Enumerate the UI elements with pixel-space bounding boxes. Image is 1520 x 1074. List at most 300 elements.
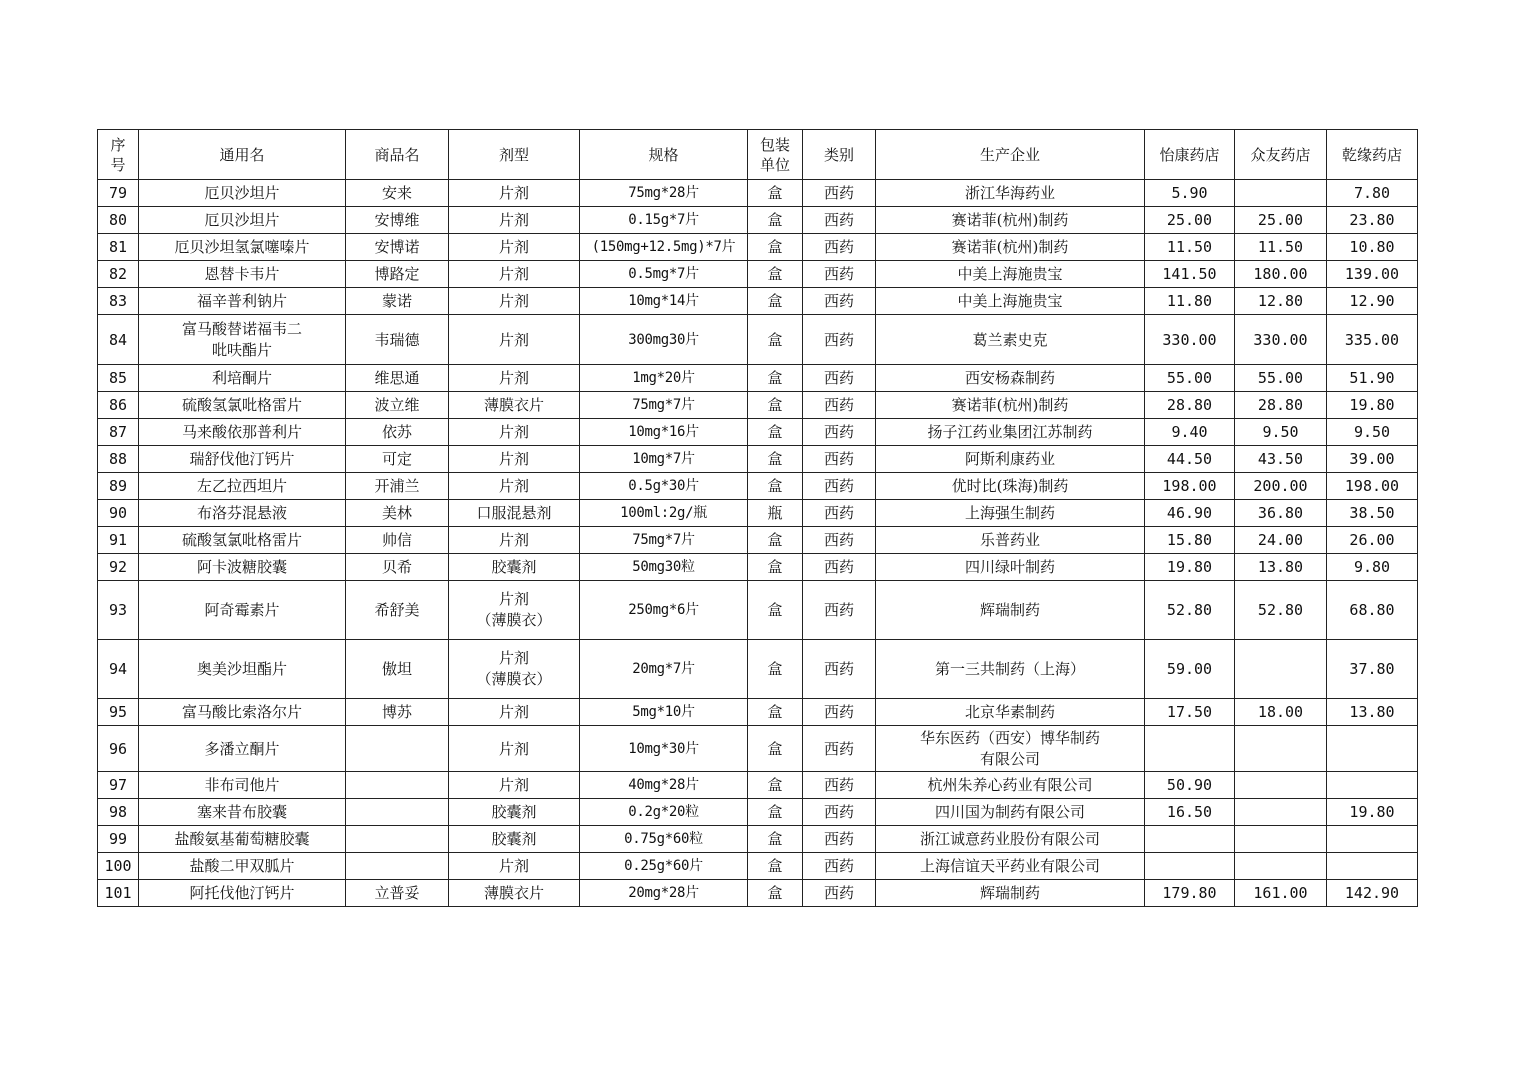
cell-price-zhongyou xyxy=(1235,640,1327,699)
cell-price-yikang xyxy=(1145,853,1235,880)
table-row xyxy=(98,261,1418,288)
cell-generic-name-line: 布洛芬混悬液 xyxy=(196,504,287,522)
cell-pack-unit: 盒 xyxy=(748,799,803,826)
cell-manufacturer-line: 辉瑞制药 xyxy=(979,601,1040,619)
cell-generic-name xyxy=(139,207,346,234)
cell-pack-unit: 盒 xyxy=(748,880,803,907)
cell-dosage-form-line: （薄膜衣） xyxy=(476,670,552,688)
cell-dosage-form xyxy=(449,392,580,419)
cell-manufacturer-line: 上海强生制药 xyxy=(964,504,1055,522)
cell-manufacturer xyxy=(876,473,1145,500)
cell-manufacturer-line: 中美上海施贵宝 xyxy=(957,292,1063,310)
table-row xyxy=(98,581,1418,640)
table-row xyxy=(98,554,1418,581)
cell-manufacturer-line: 扬子江药业集团江苏制药 xyxy=(927,423,1093,441)
cell-price-yikang xyxy=(1145,826,1235,853)
cell-generic-name-line: 左乙拉西坦片 xyxy=(196,477,287,495)
cell-trade-name xyxy=(346,799,449,826)
cell-trade-name xyxy=(346,772,449,799)
cell-generic-name xyxy=(139,554,346,581)
cell-price-yikang xyxy=(1145,726,1235,772)
cell-trade-name: 美林 xyxy=(346,500,449,527)
cell-seq: 92 xyxy=(98,554,139,581)
cell-generic-name-line: 硫酸氢氯吡格雷片 xyxy=(181,396,302,414)
table-row xyxy=(98,799,1418,826)
cell-generic-name-line: 福辛普利钠片 xyxy=(196,292,287,310)
cell-price-qianyuan: 335.00 xyxy=(1327,315,1418,365)
table-row xyxy=(98,699,1418,726)
cell-category: 西药 xyxy=(803,500,876,527)
cell-trade-name: 开浦兰 xyxy=(346,473,449,500)
cell-manufacturer xyxy=(876,207,1145,234)
cell-pack-unit: 盒 xyxy=(748,234,803,261)
cell-dosage-form xyxy=(449,288,580,315)
cell-price-yikang: 50.90 xyxy=(1145,772,1235,799)
cell-seq: 99 xyxy=(98,826,139,853)
cell-dosage-form xyxy=(449,419,580,446)
cell-trade-name: 帅信 xyxy=(346,527,449,554)
cell-price-zhongyou: 55.00 xyxy=(1235,365,1327,392)
table-row xyxy=(98,527,1418,554)
cell-dosage-form-line: 片剂 xyxy=(498,649,529,667)
cell-manufacturer-line: 浙江诚意药业股份有限公司 xyxy=(919,830,1100,848)
cell-seq: 100 xyxy=(98,853,139,880)
cell-dosage-form-line: 片剂 xyxy=(498,211,529,229)
cell-price-yikang: 11.50 xyxy=(1145,234,1235,261)
cell-price-yikang: 141.50 xyxy=(1145,261,1235,288)
cell-category: 西药 xyxy=(803,419,876,446)
cell-price-qianyuan: 68.80 xyxy=(1327,581,1418,640)
header-pack-unit-line1: 包装 xyxy=(759,135,790,154)
cell-price-zhongyou: 43.50 xyxy=(1235,446,1327,473)
cell-manufacturer-line: 西安杨森制药 xyxy=(964,369,1055,387)
cell-manufacturer-line: 乐普药业 xyxy=(979,531,1040,549)
cell-dosage-form xyxy=(449,446,580,473)
cell-price-zhongyou xyxy=(1235,853,1327,880)
cell-price-qianyuan xyxy=(1327,853,1418,880)
cell-price-zhongyou xyxy=(1235,799,1327,826)
cell-dosage-form-line: 片剂 xyxy=(498,590,529,608)
cell-price-qianyuan xyxy=(1327,826,1418,853)
cell-generic-name-line: 非布司他片 xyxy=(204,776,280,794)
cell-generic-name-line: 盐酸氨基葡萄糖胶囊 xyxy=(174,830,310,848)
cell-seq: 86 xyxy=(98,392,139,419)
cell-pack-unit: 盒 xyxy=(748,853,803,880)
cell-dosage-form xyxy=(449,853,580,880)
cell-pack-unit: 盒 xyxy=(748,473,803,500)
cell-price-zhongyou xyxy=(1235,180,1327,207)
cell-generic-name xyxy=(139,392,346,419)
cell-trade-name: 蒙诺 xyxy=(346,288,449,315)
cell-dosage-form-line: 片剂 xyxy=(498,369,529,387)
header-trade-name: 商品名 xyxy=(346,130,449,180)
cell-manufacturer xyxy=(876,315,1145,365)
cell-price-yikang: 5.90 xyxy=(1145,180,1235,207)
cell-category: 西药 xyxy=(803,726,876,772)
cell-seq: 87 xyxy=(98,419,139,446)
cell-dosage-form xyxy=(449,261,580,288)
table-row xyxy=(98,726,1418,772)
cell-dosage-form-line: 片剂 xyxy=(498,703,529,721)
cell-price-zhongyou: 28.80 xyxy=(1235,392,1327,419)
cell-generic-name-line: 盐酸二甲双胍片 xyxy=(189,857,295,875)
cell-category: 西药 xyxy=(803,880,876,907)
table-row xyxy=(98,853,1418,880)
cell-pack-unit: 瓶 xyxy=(748,500,803,527)
cell-trade-name: 傲坦 xyxy=(346,640,449,699)
cell-generic-name-line: 富马酸比索洛尔片 xyxy=(181,703,302,721)
cell-generic-name-line: 塞来昔布胶囊 xyxy=(196,803,287,821)
cell-pack-unit: 盒 xyxy=(748,772,803,799)
header-category: 类别 xyxy=(803,130,876,180)
cell-generic-name-line: 厄贝沙坦氢氯噻嗪片 xyxy=(174,238,310,256)
cell-seq: 95 xyxy=(98,699,139,726)
cell-category: 西药 xyxy=(803,315,876,365)
cell-generic-name xyxy=(139,880,346,907)
cell-category: 西药 xyxy=(803,207,876,234)
cell-price-yikang: 330.00 xyxy=(1145,315,1235,365)
table-row xyxy=(98,446,1418,473)
cell-dosage-form xyxy=(449,527,580,554)
cell-dosage-form xyxy=(449,234,580,261)
cell-spec: 250mg*6片 xyxy=(580,581,748,640)
cell-pack-unit: 盒 xyxy=(748,826,803,853)
cell-pack-unit: 盒 xyxy=(748,581,803,640)
cell-manufacturer-line: 赛诺菲(杭州)制药 xyxy=(951,396,1069,414)
cell-dosage-form-line: 片剂 xyxy=(498,292,529,310)
cell-manufacturer-line: 四川绿叶制药 xyxy=(964,558,1055,576)
cell-spec: 0.5g*30片 xyxy=(580,473,748,500)
cell-trade-name: 安博维 xyxy=(346,207,449,234)
header-seq-line2: 号 xyxy=(110,155,126,174)
cell-manufacturer-line: 有限公司 xyxy=(979,749,1040,768)
cell-pack-unit: 盒 xyxy=(748,446,803,473)
cell-generic-name xyxy=(139,726,346,772)
cell-seq: 88 xyxy=(98,446,139,473)
cell-price-qianyuan xyxy=(1327,772,1418,799)
cell-dosage-form-line: 薄膜衣片 xyxy=(483,396,544,414)
cell-category: 西药 xyxy=(803,640,876,699)
cell-pack-unit: 盒 xyxy=(748,554,803,581)
cell-price-zhongyou: 330.00 xyxy=(1235,315,1327,365)
cell-dosage-form xyxy=(449,315,580,365)
cell-seq: 81 xyxy=(98,234,139,261)
cell-pack-unit: 盒 xyxy=(748,392,803,419)
cell-price-qianyuan: 7.80 xyxy=(1327,180,1418,207)
cell-category: 西药 xyxy=(803,853,876,880)
cell-pack-unit: 盒 xyxy=(748,527,803,554)
cell-seq: 83 xyxy=(98,288,139,315)
cell-category: 西药 xyxy=(803,365,876,392)
header-pack-unit xyxy=(748,130,803,180)
cell-dosage-form-line: 片剂 xyxy=(498,238,529,256)
cell-generic-name xyxy=(139,234,346,261)
cell-price-zhongyou: 180.00 xyxy=(1235,261,1327,288)
cell-generic-name-line: 厄贝沙坦片 xyxy=(204,211,280,229)
cell-manufacturer-line: 赛诺菲(杭州)制药 xyxy=(951,211,1069,229)
cell-generic-name xyxy=(139,419,346,446)
cell-generic-name xyxy=(139,180,346,207)
cell-dosage-form-line: 片剂 xyxy=(498,739,529,758)
cell-dosage-form xyxy=(449,180,580,207)
header-manufacturer: 生产企业 xyxy=(876,130,1145,180)
cell-pack-unit: 盒 xyxy=(748,261,803,288)
cell-price-qianyuan: 39.00 xyxy=(1327,446,1418,473)
cell-manufacturer-line: 中美上海施贵宝 xyxy=(957,265,1063,283)
cell-price-zhongyou: 25.00 xyxy=(1235,207,1327,234)
cell-dosage-form xyxy=(449,473,580,500)
header-spec: 规格 xyxy=(580,130,748,180)
cell-price-yikang: 59.00 xyxy=(1145,640,1235,699)
table-row xyxy=(98,826,1418,853)
cell-manufacturer xyxy=(876,726,1145,772)
cell-pack-unit: 盒 xyxy=(748,315,803,365)
cell-manufacturer xyxy=(876,853,1145,880)
cell-category: 西药 xyxy=(803,554,876,581)
cell-generic-name xyxy=(139,772,346,799)
cell-trade-name xyxy=(346,726,449,772)
cell-price-zhongyou: 161.00 xyxy=(1235,880,1327,907)
cell-spec: 0.25g*60片 xyxy=(580,853,748,880)
cell-dosage-form-line: 胶囊剂 xyxy=(491,558,537,576)
cell-price-qianyuan: 142.90 xyxy=(1327,880,1418,907)
cell-dosage-form xyxy=(449,772,580,799)
cell-price-qianyuan: 198.00 xyxy=(1327,473,1418,500)
cell-price-qianyuan: 139.00 xyxy=(1327,261,1418,288)
cell-generic-name xyxy=(139,799,346,826)
cell-manufacturer-line: 杭州朱养心药业有限公司 xyxy=(927,776,1093,794)
cell-seq: 90 xyxy=(98,500,139,527)
cell-manufacturer xyxy=(876,392,1145,419)
cell-spec: 75mg*28片 xyxy=(580,180,748,207)
cell-generic-name-line: 富马酸替诺福韦二 xyxy=(181,319,302,338)
cell-dosage-form-line: （薄膜衣） xyxy=(476,611,552,629)
cell-dosage-form-line: 片剂 xyxy=(498,477,529,495)
cell-dosage-form xyxy=(449,207,580,234)
cell-trade-name: 博苏 xyxy=(346,699,449,726)
header-row xyxy=(98,130,1418,180)
cell-dosage-form-line: 薄膜衣片 xyxy=(483,884,544,902)
cell-manufacturer xyxy=(876,699,1145,726)
cell-price-yikang: 198.00 xyxy=(1145,473,1235,500)
cell-spec: 5mg*10片 xyxy=(580,699,748,726)
cell-price-zhongyou xyxy=(1235,772,1327,799)
cell-seq: 94 xyxy=(98,640,139,699)
cell-dosage-form-line: 片剂 xyxy=(498,423,529,441)
cell-trade-name: 立普妥 xyxy=(346,880,449,907)
cell-trade-name: 博路定 xyxy=(346,261,449,288)
cell-spec: 10mg*30片 xyxy=(580,726,748,772)
cell-dosage-form xyxy=(449,799,580,826)
table-row xyxy=(98,772,1418,799)
table-row xyxy=(98,500,1418,527)
cell-manufacturer xyxy=(876,365,1145,392)
cell-generic-name-line: 多潘立酮片 xyxy=(204,739,280,758)
cell-spec: 10mg*16片 xyxy=(580,419,748,446)
table-row xyxy=(98,234,1418,261)
cell-pack-unit: 盒 xyxy=(748,699,803,726)
table-row xyxy=(98,365,1418,392)
cell-generic-name xyxy=(139,315,346,365)
cell-generic-name xyxy=(139,527,346,554)
cell-manufacturer xyxy=(876,419,1145,446)
cell-seq: 79 xyxy=(98,180,139,207)
cell-price-zhongyou xyxy=(1235,726,1327,772)
cell-price-qianyuan: 13.80 xyxy=(1327,699,1418,726)
cell-dosage-form-line: 口服混悬剂 xyxy=(476,504,552,522)
cell-dosage-form-line: 胶囊剂 xyxy=(491,830,537,848)
cell-dosage-form-line: 胶囊剂 xyxy=(491,803,537,821)
cell-manufacturer-line: 阿斯利康药业 xyxy=(964,450,1055,468)
cell-spec: 100ml:2g/瓶 xyxy=(580,500,748,527)
cell-spec: 40mg*28片 xyxy=(580,772,748,799)
cell-price-yikang: 9.40 xyxy=(1145,419,1235,446)
table-row xyxy=(98,392,1418,419)
cell-spec: 20mg*28片 xyxy=(580,880,748,907)
cell-pack-unit: 盒 xyxy=(748,207,803,234)
cell-price-yikang: 19.80 xyxy=(1145,554,1235,581)
cell-spec: 0.2g*20粒 xyxy=(580,799,748,826)
cell-spec: 0.15g*7片 xyxy=(580,207,748,234)
cell-manufacturer xyxy=(876,288,1145,315)
cell-generic-name-line: 瑞舒伐他汀钙片 xyxy=(189,450,295,468)
cell-dosage-form xyxy=(449,554,580,581)
cell-generic-name xyxy=(139,853,346,880)
cell-spec: 75mg*7片 xyxy=(580,527,748,554)
cell-dosage-form-line: 片剂 xyxy=(498,857,529,875)
cell-seq: 96 xyxy=(98,726,139,772)
cell-price-yikang: 179.80 xyxy=(1145,880,1235,907)
cell-generic-name xyxy=(139,446,346,473)
cell-manufacturer-line: 辉瑞制药 xyxy=(979,884,1040,902)
cell-manufacturer xyxy=(876,581,1145,640)
cell-price-yikang: 11.80 xyxy=(1145,288,1235,315)
cell-price-qianyuan: 26.00 xyxy=(1327,527,1418,554)
cell-trade-name: 安来 xyxy=(346,180,449,207)
cell-manufacturer xyxy=(876,234,1145,261)
cell-manufacturer-line: 华东医药（西安）博华制药 xyxy=(919,728,1100,747)
cell-dosage-form-line: 片剂 xyxy=(498,330,529,349)
cell-price-qianyuan: 51.90 xyxy=(1327,365,1418,392)
cell-generic-name xyxy=(139,473,346,500)
cell-manufacturer xyxy=(876,446,1145,473)
header-seq xyxy=(98,130,139,180)
cell-price-qianyuan: 37.80 xyxy=(1327,640,1418,699)
cell-price-qianyuan: 12.90 xyxy=(1327,288,1418,315)
cell-pack-unit: 盒 xyxy=(748,365,803,392)
cell-spec: 20mg*7片 xyxy=(580,640,748,699)
cell-price-qianyuan: 10.80 xyxy=(1327,234,1418,261)
cell-manufacturer-line: 上海信谊天平药业有限公司 xyxy=(919,857,1100,875)
cell-category: 西药 xyxy=(803,234,876,261)
table-row xyxy=(98,180,1418,207)
cell-price-yikang: 28.80 xyxy=(1145,392,1235,419)
cell-pack-unit: 盒 xyxy=(748,726,803,772)
table-row xyxy=(98,315,1418,365)
cell-price-yikang: 15.80 xyxy=(1145,527,1235,554)
cell-generic-name-line: 利培酮片 xyxy=(211,369,272,387)
cell-price-qianyuan: 19.80 xyxy=(1327,799,1418,826)
cell-price-qianyuan: 9.80 xyxy=(1327,554,1418,581)
cell-pack-unit: 盒 xyxy=(748,180,803,207)
cell-spec: 75mg*7片 xyxy=(580,392,748,419)
cell-category: 西药 xyxy=(803,772,876,799)
cell-dosage-form xyxy=(449,581,580,640)
table-row xyxy=(98,288,1418,315)
cell-price-qianyuan: 9.50 xyxy=(1327,419,1418,446)
cell-spec: 0.75g*60粒 xyxy=(580,826,748,853)
cell-generic-name-line: 奥美沙坦酯片 xyxy=(196,660,287,678)
cell-trade-name: 安博诺 xyxy=(346,234,449,261)
cell-dosage-form xyxy=(449,726,580,772)
cell-seq: 97 xyxy=(98,772,139,799)
cell-price-zhongyou: 13.80 xyxy=(1235,554,1327,581)
table-row xyxy=(98,473,1418,500)
cell-generic-name-line: 马来酸依那普利片 xyxy=(181,423,302,441)
cell-manufacturer xyxy=(876,640,1145,699)
cell-dosage-form-line: 片剂 xyxy=(498,450,529,468)
cell-generic-name-line: 硫酸氢氯吡格雷片 xyxy=(181,531,302,549)
table-row xyxy=(98,880,1418,907)
cell-trade-name xyxy=(346,826,449,853)
cell-generic-name xyxy=(139,581,346,640)
cell-price-qianyuan: 38.50 xyxy=(1327,500,1418,527)
cell-generic-name xyxy=(139,261,346,288)
cell-generic-name xyxy=(139,365,346,392)
cell-price-zhongyou xyxy=(1235,826,1327,853)
cell-generic-name xyxy=(139,640,346,699)
cell-seq: 93 xyxy=(98,581,139,640)
cell-manufacturer-line: 优时比(珠海)制药 xyxy=(951,477,1069,495)
cell-category: 西药 xyxy=(803,392,876,419)
cell-manufacturer xyxy=(876,826,1145,853)
cell-seq: 85 xyxy=(98,365,139,392)
cell-pack-unit: 盒 xyxy=(748,640,803,699)
cell-generic-name-line: 阿奇霉素片 xyxy=(204,601,280,619)
cell-dosage-form xyxy=(449,699,580,726)
cell-trade-name: 贝希 xyxy=(346,554,449,581)
cell-price-zhongyou: 36.80 xyxy=(1235,500,1327,527)
cell-manufacturer xyxy=(876,500,1145,527)
cell-price-qianyuan: 19.80 xyxy=(1327,392,1418,419)
cell-seq: 84 xyxy=(98,315,139,365)
cell-generic-name-line: 恩替卡韦片 xyxy=(204,265,280,283)
cell-seq: 82 xyxy=(98,261,139,288)
cell-spec: 0.5mg*7片 xyxy=(580,261,748,288)
cell-dosage-form-line: 片剂 xyxy=(498,776,529,794)
cell-generic-name xyxy=(139,699,346,726)
cell-spec: 10mg*14片 xyxy=(580,288,748,315)
cell-category: 西药 xyxy=(803,180,876,207)
header-generic-name: 通用名 xyxy=(139,130,346,180)
cell-price-zhongyou: 12.80 xyxy=(1235,288,1327,315)
cell-generic-name xyxy=(139,500,346,527)
header-seq-line1: 序 xyxy=(110,135,126,154)
cell-category: 西药 xyxy=(803,581,876,640)
cell-generic-name-line: 阿卡波糖胶囊 xyxy=(196,558,287,576)
cell-manufacturer-line: 第一三共制药（上海） xyxy=(934,660,1085,678)
cell-seq: 80 xyxy=(98,207,139,234)
cell-spec: 300mg30片 xyxy=(580,315,748,365)
cell-dosage-form-line: 片剂 xyxy=(498,184,529,202)
cell-dosage-form xyxy=(449,640,580,699)
cell-generic-name-line: 阿托伐他汀钙片 xyxy=(189,884,295,902)
cell-trade-name xyxy=(346,853,449,880)
cell-spec: 10mg*7片 xyxy=(580,446,748,473)
cell-spec: 1mg*20片 xyxy=(580,365,748,392)
cell-trade-name: 依苏 xyxy=(346,419,449,446)
cell-generic-name xyxy=(139,288,346,315)
